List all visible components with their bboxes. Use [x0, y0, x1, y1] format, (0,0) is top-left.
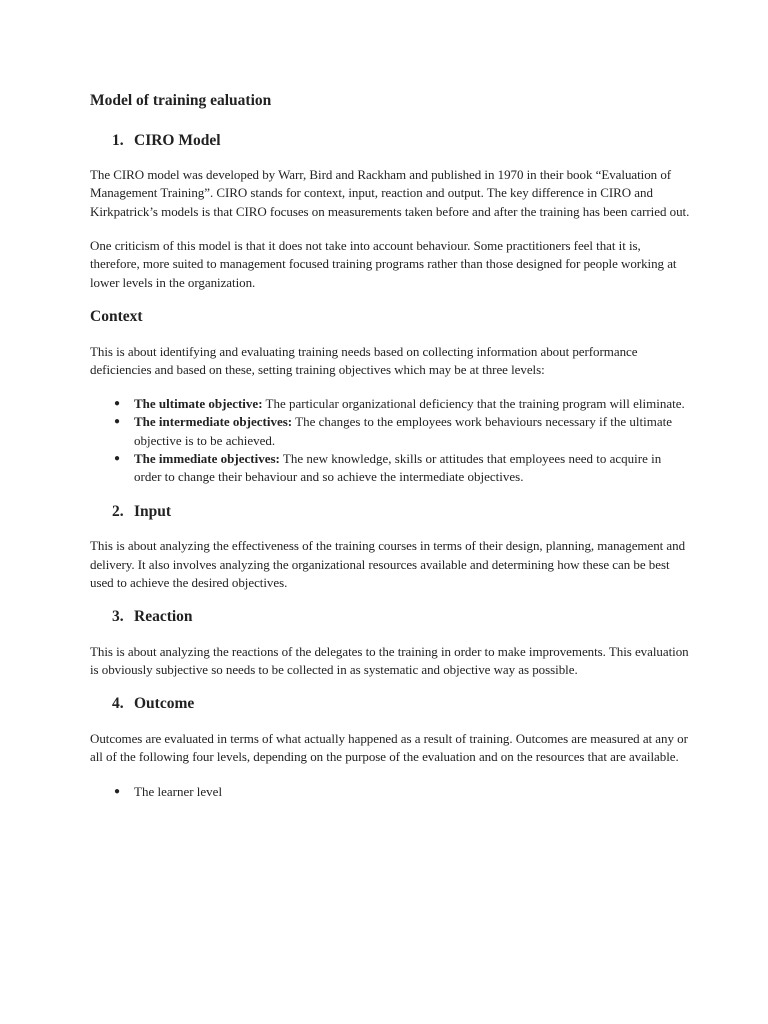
list-item — [90, 450, 690, 487]
section-number: 2. — [112, 502, 124, 520]
section-heading-outcome — [90, 695, 690, 714]
bullet-icon: ● — [114, 453, 121, 465]
paragraph: The CIRO model was developed by Warr, Bird and Rackham and published in 1970 in their book “Evaluation of Management Training”. CIRO stands for context, input, reaction and output. The key difference in CIRO and Kirkpatrick’s models is that CIRO focuses on measurements taken before and after the training has been carried out. — [90, 167, 690, 219]
section-number: 4. — [112, 695, 124, 713]
bullet-icon: ● — [114, 398, 121, 410]
paragraph: Outcomes are evaluated in terms of what actually happened as a result of training. Outcomes are measured at any or all of the following four levels, depending on the purpose of the evaluation and on the resources that are available. — [90, 730, 688, 765]
bullet-icon: ● — [114, 416, 121, 428]
section-heading-text: Reaction — [134, 608, 193, 626]
list-item — [90, 413, 690, 450]
list-item-label: The immediate objectives: — [134, 451, 280, 467]
paragraph: This is about analyzing the reactions of the delegates to the training in order to make improvements. This evaluation is obviously subjective so needs to be collected in as systematic and objective way as possible. — [90, 643, 689, 678]
section-heading-context: Context — [90, 307, 143, 325]
paragraph: One criticism of this model is that it does not take into account behaviour. Some practitioners feel that it is, therefore, more suited to management focused training programs rather than those designed for people working at lower levels in the organization. — [90, 238, 677, 290]
bullet-icon: ● — [114, 785, 121, 797]
list-item-text: The particular organizational deficiency that the training program will eliminate. — [262, 396, 685, 412]
list-item — [90, 395, 690, 413]
section-number: 3. — [112, 608, 124, 626]
paragraph: This is about analyzing the effectiveness of the training courses in terms of their design, planning, management and delivery. It also involves analyzing the organizational resources available and determining how these can be best used to achieve the desired objectives. — [90, 538, 686, 590]
bullet-list — [90, 395, 690, 486]
list-item-label: The ultimate objective: — [134, 396, 263, 412]
list-item-label: The intermediate objectives: — [134, 414, 293, 430]
section-heading-ciro — [90, 132, 690, 151]
list-item-text: The new knowledge, skills or attitudes that employees need to acquire in order to change their behaviour and so achieve the intermediate objectives. — [134, 451, 662, 485]
document-page — [90, 92, 690, 817]
list-item-text: The changes to the employees work behaviours necessary if the ultimate objective is to be achieved. — [134, 414, 673, 448]
section-heading-reaction — [90, 608, 690, 627]
section-heading-text: Outcome — [134, 695, 195, 713]
list-item — [90, 783, 690, 801]
section-number: 1. — [112, 131, 124, 149]
document-title: Model of training ealuation — [90, 92, 272, 109]
section-heading-text: CIRO Model — [134, 131, 221, 149]
section-heading-input — [90, 503, 690, 522]
bullet-list — [90, 783, 690, 801]
section-heading-text: Input — [134, 502, 172, 520]
list-item-text: The learner level — [134, 783, 223, 799]
paragraph: This is about identifying and evaluating training needs based on collecting information about performance deficiencies and based on these, setting training objectives which may be at three levels: — [90, 343, 638, 377]
